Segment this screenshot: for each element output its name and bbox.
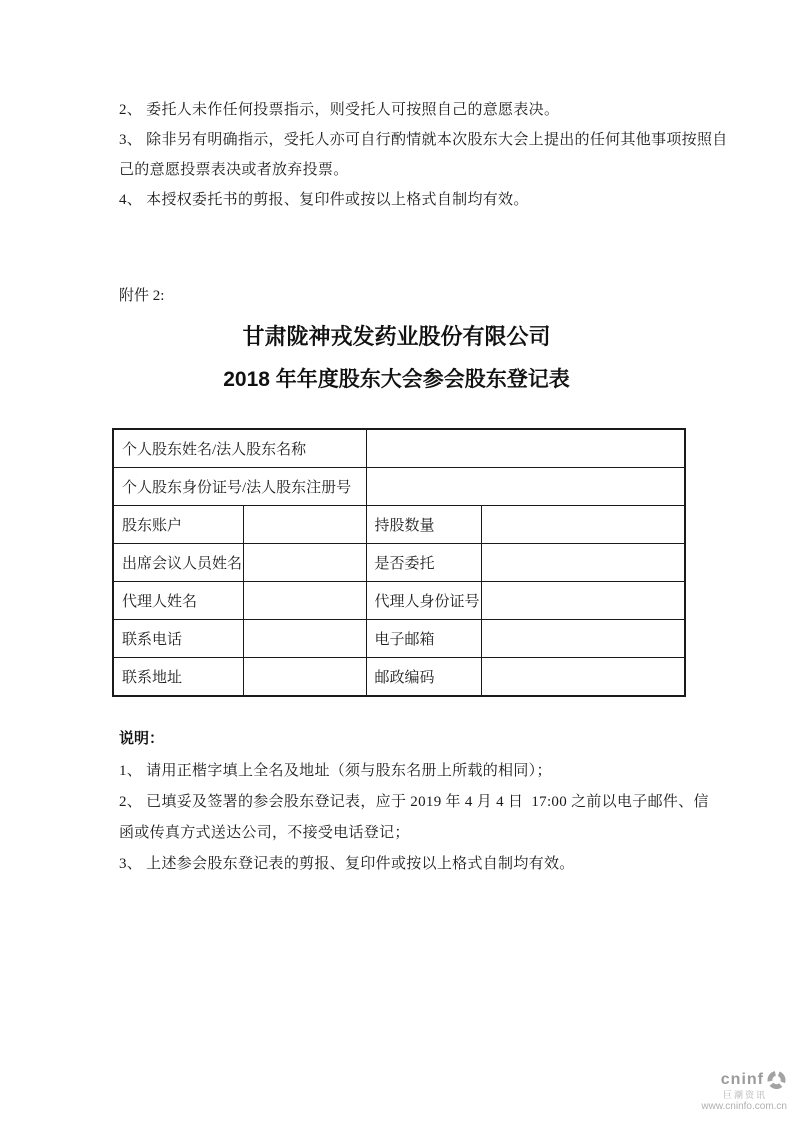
table-row bbox=[113, 544, 685, 582]
field-value-shareholder-name bbox=[366, 429, 685, 468]
field-value-phone bbox=[243, 620, 366, 658]
field-label-shareholder-id: 个人股东身份证号/法人股东注册号 bbox=[113, 468, 366, 506]
field-value-postal-code bbox=[481, 658, 685, 697]
paragraph-line: 2、 委托人未作任何投票指示，则受托人可按照自己的意愿表决。 bbox=[119, 102, 560, 118]
field-label-postal-code: 邮政编码 bbox=[366, 658, 481, 697]
paragraph-line: 4、 本授权委托书的剪报、复印件或按以上格式自制均有效。 bbox=[119, 192, 529, 208]
cninfo-url: www.cninfo.com.cn bbox=[701, 1101, 787, 1112]
table-row bbox=[113, 658, 685, 697]
field-label-shares-held: 持股数量 bbox=[366, 506, 481, 544]
note-line: 3、 上述参会股东登记表的剪报、复印件或按以上格式自制均有效。 bbox=[119, 856, 575, 872]
field-value-email bbox=[481, 620, 685, 658]
paragraph-line: 己的意愿投票表决或者放弃投票。 bbox=[119, 162, 349, 178]
field-value-agent-id bbox=[481, 582, 685, 620]
table-row bbox=[113, 582, 685, 620]
table-row bbox=[113, 429, 685, 468]
field-label-shareholder-account: 股东账户 bbox=[113, 506, 243, 544]
field-value-attendee-name bbox=[243, 544, 366, 582]
table-row bbox=[113, 620, 685, 658]
document-subtitle: 2018 年年度股东大会参会股东登记表 bbox=[223, 368, 570, 391]
note-line: 函或传真方式送达公司，不接受电话登记； bbox=[119, 825, 410, 841]
cninfo-brand-text: cninf bbox=[720, 1071, 764, 1088]
field-label-attendee-name: 出席会议人员姓名 bbox=[113, 544, 243, 582]
cninfo-logo-brand-row bbox=[701, 1070, 787, 1090]
attachment-label: 附件 2: bbox=[119, 288, 165, 304]
field-value-shareholder-id bbox=[366, 468, 685, 506]
field-label-agent-name: 代理人姓名 bbox=[113, 582, 243, 620]
notes-list bbox=[119, 756, 739, 880]
field-label-agent-id: 代理人身份证号 bbox=[366, 582, 481, 620]
cninfo-logo bbox=[701, 1070, 787, 1113]
cninfo-chinese-name: 巨潮资讯 bbox=[722, 1090, 767, 1100]
field-label-email: 电子邮箱 bbox=[366, 620, 481, 658]
note-line: 2、 已填妥及签署的参会股东登记表，应于 2019 年 4 月 4 日 17:00 之前以电子邮件、信 bbox=[119, 794, 709, 810]
cninfo-swirl-icon bbox=[766, 1070, 787, 1090]
field-value-is-proxy bbox=[481, 544, 685, 582]
field-label-address: 联系地址 bbox=[113, 658, 243, 697]
note-line: 1、 请用正楷字填上全名及地址（须与股东名册上所载的相同）； bbox=[119, 763, 552, 779]
field-value-agent-name bbox=[243, 582, 366, 620]
notes-heading: 说明： bbox=[119, 730, 165, 747]
intro-paragraphs bbox=[119, 95, 739, 215]
company-title: 甘肃陇神戎发药业股份有限公司 bbox=[242, 324, 551, 349]
field-value-shareholder-account bbox=[243, 506, 366, 544]
field-value-shares-held bbox=[481, 506, 685, 544]
table-row bbox=[113, 506, 685, 544]
registration-table bbox=[112, 428, 686, 697]
paragraph-line: 3、 除非另有明确指示，受托人亦可自行酌情就本次股东大会上提出的任何其他事项按照自 bbox=[119, 132, 728, 148]
field-label-phone: 联系电话 bbox=[113, 620, 243, 658]
field-label-shareholder-name: 个人股东姓名/法人股东名称 bbox=[113, 429, 366, 468]
table-row bbox=[113, 468, 685, 506]
field-label-is-proxy: 是否委托 bbox=[366, 544, 481, 582]
field-value-address bbox=[243, 658, 366, 697]
